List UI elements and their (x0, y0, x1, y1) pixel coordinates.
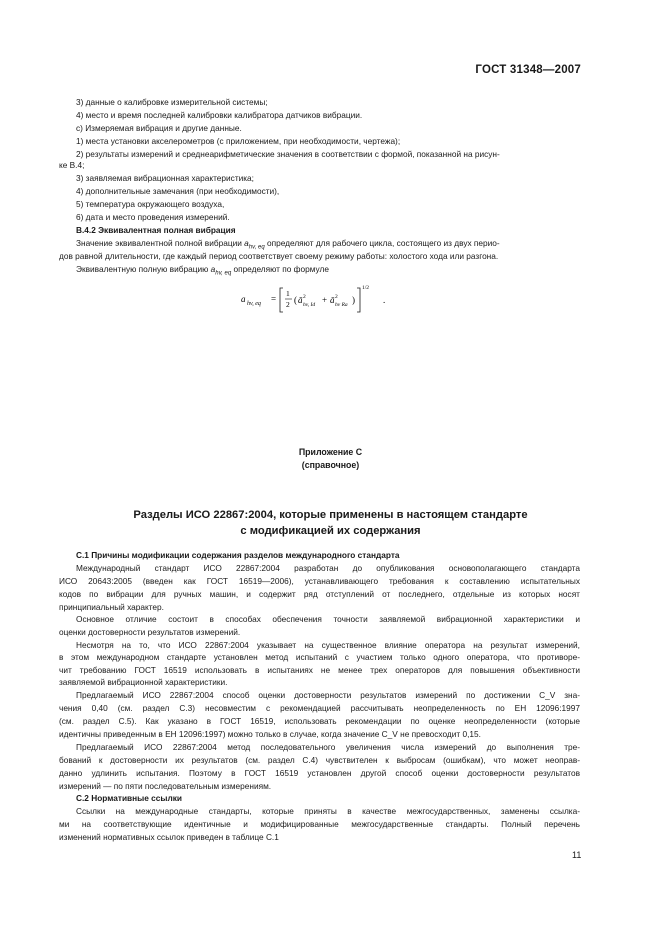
formula-half-den: 2 (286, 300, 290, 309)
list-item: 4) дополнительные замечания (при необходимости), (76, 186, 280, 196)
document-code: ГОСТ 31348—2007 (475, 64, 581, 76)
formula-term2-sq: 2 (335, 294, 338, 300)
section-heading-c2: С.2 Нормативные ссылки (76, 793, 182, 803)
paragraph-line: Значение эквивалентной полной вибрации $a_{hv, eq}$ определяют для рабочего цикла, состоящего из двух перио- (76, 238, 500, 251)
paragraph-line: заявляемой вибрационной характеристики. (59, 677, 228, 687)
paragraph-line: в этом международном стандарте установлен метод испытаний с участием только одного оператора, что противоре- (59, 652, 580, 662)
paragraph-line: данно удлинить испытания. Поэтому в ГОСТ 16519 установлен другой способ оценки достоверности результатов (59, 768, 580, 778)
formula-equals: = (271, 294, 277, 304)
paragraph-line: бований к достоверности их результатов (см. раздел С.4) чувствителен к выбросам (ошибкам), что может неоправ- (59, 755, 580, 765)
paragraph-line: (см. раздел С.5). Как указано в ГОСТ 16519, использовать рекомендации по оценке неопределенности (которые (59, 716, 580, 726)
formula-term1: ā (298, 295, 303, 305)
list-item: 3) заявляемая вибрационная характеристика; (76, 173, 254, 183)
paragraph-line: Предлагаемый ИСО 22867:2004 способ оценки достоверности результатов измерений по достижении C_V зна- (76, 690, 580, 700)
paragraph-line: Основное отличие состоит в способах обеспечения точности заявляемой вибрационной характеристики и (76, 614, 580, 624)
section-heading-c1: С.1 Причины модификации содержания разделов международного стандарта (76, 550, 400, 560)
equivalent-vibration-formula (241, 281, 391, 311)
paragraph-line: дов равной длительности, где каждый период соответствует своему режиму работы: холостого хода или разгона. (59, 251, 499, 261)
list-item: c) Измеряемая вибрация и другие данные. (76, 123, 242, 133)
section-heading-b42: В.4.2 Эквивалентная полная вибрация (76, 225, 236, 235)
appendix-title-line: с модификацией их содержания (240, 525, 421, 537)
formula-lhs-sub: hv, eq (247, 301, 261, 307)
list-item: 1) места установки акселерометров (с приложением, при необходимости, чертежа); (76, 136, 401, 146)
list-item: 4) место и время последней калибровки калибратора датчиков вибрации. (76, 110, 363, 120)
page-number: 11 (572, 850, 582, 860)
list-item: 3) данные о калибровке измерительной системы; (76, 97, 268, 107)
formula-plus: + (322, 295, 328, 305)
paragraph-line: Ссылки на международные стандарты, которые приняты в качестве межгосударственных, заменены ссылка- (76, 806, 580, 816)
paragraph-line: чения 0,40 (см. раздел С.3) несовместим с рекомендацией рассчитывать неопределенность по ЕН 12096:1997 (59, 703, 580, 713)
appendix-status: (справочное) (301, 460, 360, 470)
formula-period: . (383, 295, 386, 305)
formula-half-num: 1 (286, 289, 290, 298)
paragraph-line: Предлагаемый ИСО 22867:2004 метод последовательного увеличения числа измерений до выполнения тре- (76, 742, 580, 752)
formula-paren-close: ) (352, 295, 355, 305)
formula-term2: ā (330, 295, 335, 305)
paragraph-line: ИСО 20643:2005 (введен как ГОСТ 16519—2006), устанавливающего требования к составлению испытательных (59, 576, 580, 586)
paragraph-line: оценки достоверности результатов измерений. (59, 627, 241, 637)
paragraph-line: Эквивалентную полную вибрацию $a_{hv, eq}$ определяют по формуле (76, 264, 329, 277)
paragraph-line: идентичны приведенным в ЕН 12096:1997) можно только в случае, когда значение C_V не превосходит 0,15. (59, 729, 481, 739)
list-item: ке В.4; (59, 160, 85, 170)
appendix-label: Приложение С (298, 447, 363, 457)
paragraph-line: чит требованию ГОСТ 16519 использовать в испытаниях не менее трех операторов для повышения объективности (59, 665, 580, 675)
list-item: 5) температура окружающего воздуха, (76, 199, 225, 209)
paragraph-line: Международный стандарт ИСО 22867:2004 разработан до опубликования основополагающего стандарта (76, 563, 580, 573)
formula-power: 1/2 (362, 285, 370, 291)
appendix-title-line: Разделы ИСО 22867:2004, которые применены в настоящем стандарте (133, 509, 528, 521)
list-item: 6) дата и место проведения измерений. (76, 212, 230, 222)
formula-term1-sub: hv, Id (303, 302, 316, 308)
formula-term1-sq: 2 (303, 294, 306, 300)
paragraph-line: измерений — по пяти последовательным измерениям. (59, 781, 272, 791)
paragraph-line: ми на соответствующие идентичные и модифицированные межгосударственные стандарты. Полный перечень (59, 819, 580, 829)
paragraph-line: принципиальный характер. (59, 602, 164, 612)
formula-paren-open: ( (294, 295, 297, 305)
paragraph-line: Несмотря на то, что ИСО 22867:2004 указывает на существенное влияние оператора на результат измерений, (76, 640, 580, 650)
list-item: 2) результаты измерений и среднеарифметические значения в соответствии с формой, показанной на рисун- (76, 149, 500, 159)
paragraph-line: изменений нормативных ссылок приведен в таблице С.1 (59, 832, 279, 842)
formula-lhs: a (241, 294, 246, 304)
paragraph-line: кодов по вибрации для ручных машин, и содержит ряд отступлений от последнего, отдельные из которых носят (59, 589, 580, 599)
formula-term2-sub: hv Ra (335, 302, 348, 308)
